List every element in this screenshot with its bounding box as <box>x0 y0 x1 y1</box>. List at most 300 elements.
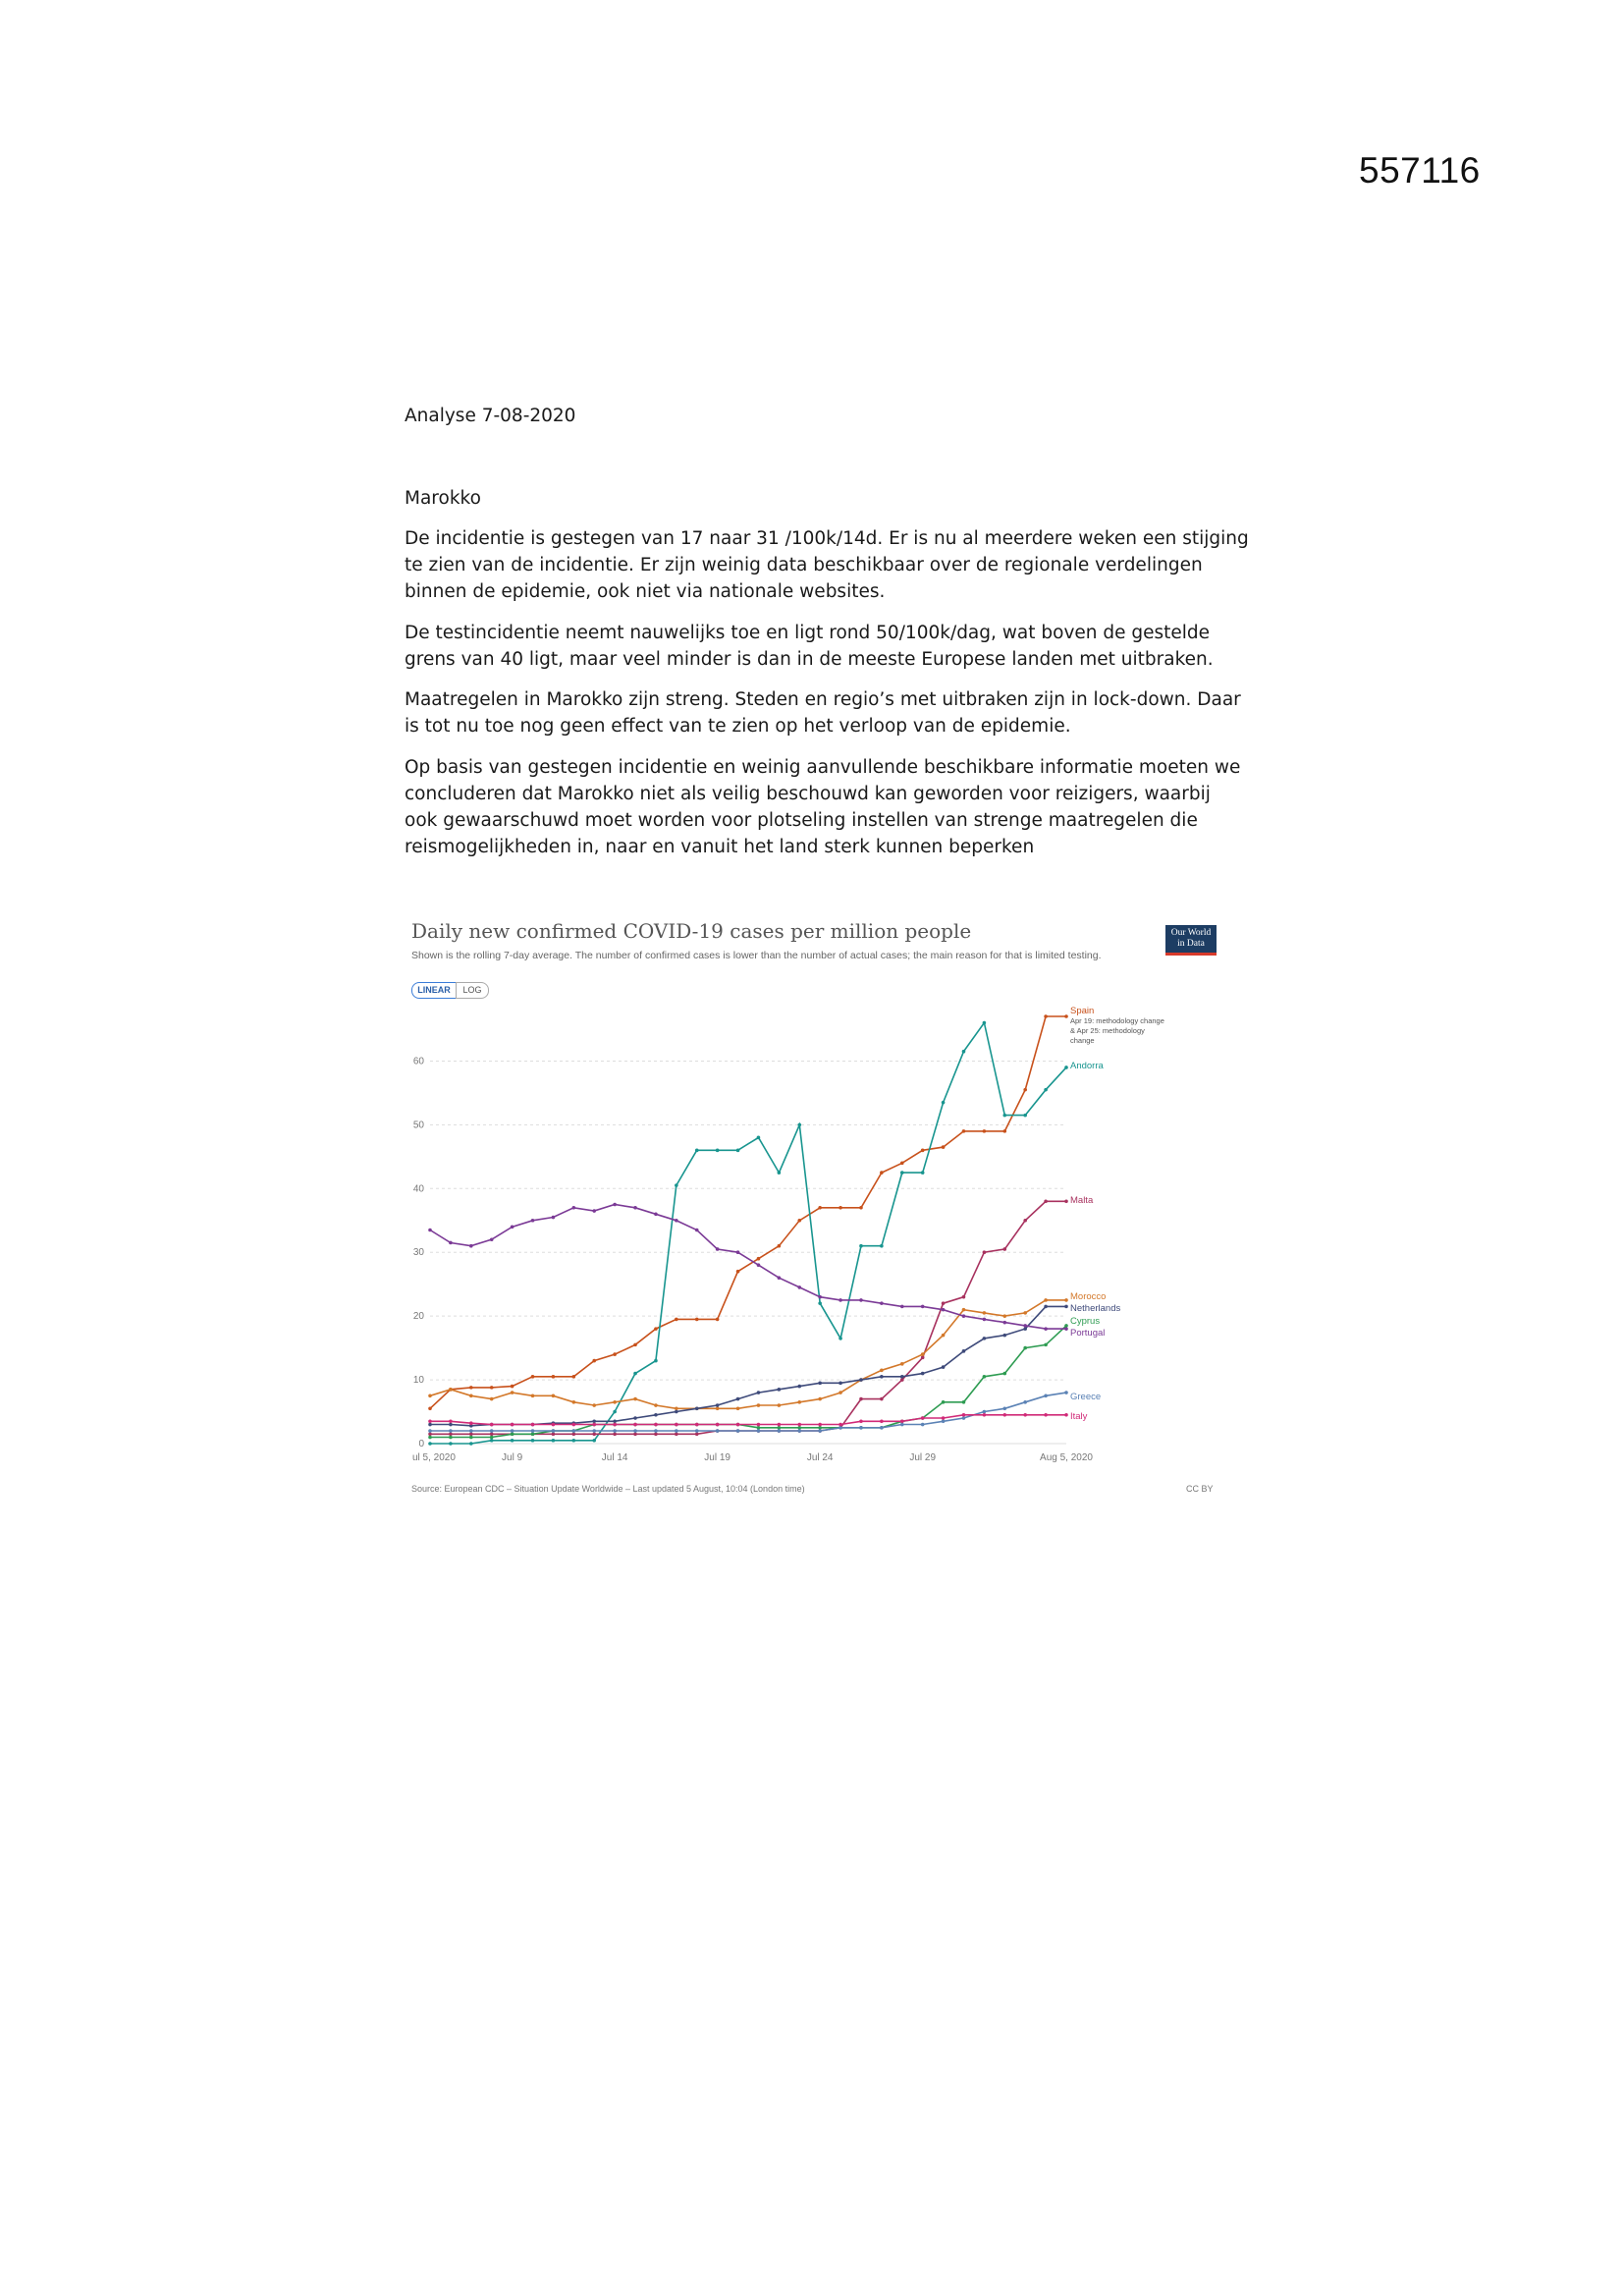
data-point-portugal <box>511 1225 514 1229</box>
data-point-portugal <box>778 1276 782 1280</box>
data-point-netherlands <box>592 1419 596 1423</box>
data-point-andorra <box>552 1439 556 1443</box>
data-point-italy <box>675 1423 678 1427</box>
data-point-portugal <box>818 1295 822 1299</box>
data-point-italy <box>716 1423 720 1427</box>
data-point-malta <box>613 1432 617 1436</box>
data-point-malta <box>921 1356 925 1360</box>
data-point-portugal <box>490 1237 494 1241</box>
data-point-italy <box>592 1423 596 1427</box>
data-point-italy <box>983 1413 987 1417</box>
data-point-portugal <box>983 1318 987 1322</box>
data-point-italy <box>572 1423 576 1427</box>
data-point-netherlands <box>859 1378 863 1382</box>
data-point-andorra <box>531 1439 535 1443</box>
data-point-greece <box>1044 1394 1048 1398</box>
data-point-greece <box>490 1429 494 1433</box>
logo-line-2: in Data <box>1177 939 1205 949</box>
data-point-italy <box>1044 1413 1048 1417</box>
data-point-spain <box>757 1257 761 1261</box>
data-point-spain <box>797 1219 801 1223</box>
data-point-morocco <box>880 1369 884 1373</box>
y-tick-label: 0 <box>418 1439 424 1449</box>
data-point-morocco <box>757 1403 761 1407</box>
data-point-malta <box>469 1432 473 1436</box>
data-point-netherlands <box>613 1419 617 1423</box>
data-point-cyprus <box>1064 1324 1068 1328</box>
data-point-morocco <box>490 1397 494 1401</box>
x-tick-label: Jul 29 <box>909 1452 937 1463</box>
data-point-andorra <box>757 1136 761 1140</box>
data-point-andorra <box>942 1101 946 1105</box>
data-point-malta <box>1023 1219 1027 1223</box>
data-point-netherlands <box>880 1375 884 1379</box>
data-point-spain <box>778 1244 782 1248</box>
data-point-portugal <box>962 1314 966 1318</box>
data-point-netherlands <box>675 1410 678 1414</box>
data-point-andorra <box>1044 1088 1048 1092</box>
data-point-malta <box>859 1397 863 1401</box>
data-point-portugal <box>1044 1327 1048 1331</box>
paragraph-test-incidence: De testincidentie neemt nauwelijks toe en ligt rond 50/100k/dag, wat boven de gestelde grens van 40 ligt, maar veel minder is dan in de meeste Europese landen met uitbraken. <box>405 623 1214 670</box>
data-point-italy <box>900 1419 904 1423</box>
data-point-netherlands <box>633 1416 637 1420</box>
y-tick-label: 20 <box>412 1311 424 1323</box>
data-point-italy <box>880 1419 884 1423</box>
data-point-greece <box>531 1429 535 1433</box>
data-point-italy <box>428 1419 432 1423</box>
y-tick-label: 30 <box>412 1247 424 1259</box>
data-point-andorra <box>797 1123 801 1127</box>
series-label-netherlands: Netherlands <box>1070 1303 1121 1314</box>
data-point-portugal <box>757 1263 761 1267</box>
data-point-netherlands <box>778 1388 782 1392</box>
data-point-spain <box>469 1386 473 1390</box>
data-point-morocco <box>1023 1311 1027 1315</box>
spain-note-line: & Apr 25: methodology <box>1070 1026 1145 1035</box>
data-point-portugal <box>428 1229 432 1232</box>
data-point-italy <box>859 1419 863 1423</box>
data-point-morocco <box>716 1406 720 1410</box>
data-point-italy <box>797 1423 801 1427</box>
data-point-netherlands <box>962 1349 966 1353</box>
data-point-greece <box>592 1429 596 1433</box>
data-point-cyprus <box>962 1400 966 1404</box>
data-point-spain <box>490 1386 494 1390</box>
data-point-netherlands <box>1064 1305 1068 1309</box>
data-point-morocco <box>942 1334 946 1338</box>
data-point-italy <box>736 1423 740 1427</box>
data-point-italy <box>531 1423 535 1427</box>
data-point-portugal <box>613 1203 617 1207</box>
logo-line-1: Our World <box>1170 928 1212 938</box>
data-point-andorra <box>572 1439 576 1443</box>
chart-source: Source: European CDC – Situation Update Worldwide – Last updated 5 August, 10:04 (London time) <box>411 1484 805 1494</box>
data-point-greece <box>797 1429 801 1433</box>
data-point-andorra <box>818 1301 822 1305</box>
data-point-malta <box>592 1432 596 1436</box>
data-point-netherlands <box>1002 1334 1006 1338</box>
data-point-morocco <box>1064 1298 1068 1302</box>
data-point-greece <box>449 1429 453 1433</box>
data-point-italy <box>942 1416 946 1420</box>
data-point-spain <box>572 1375 576 1379</box>
data-point-cyprus <box>428 1436 432 1440</box>
data-point-netherlands <box>921 1372 925 1376</box>
data-point-portugal <box>592 1209 596 1213</box>
data-point-portugal <box>859 1298 863 1302</box>
data-point-portugal <box>572 1206 576 1210</box>
series-label-cyprus: Cyprus <box>1070 1316 1101 1327</box>
data-point-portugal <box>1023 1324 1027 1328</box>
data-point-malta <box>633 1432 637 1436</box>
data-point-greece <box>654 1429 658 1433</box>
data-point-spain <box>613 1352 617 1356</box>
data-point-malta <box>1044 1199 1048 1203</box>
data-point-netherlands <box>654 1413 658 1417</box>
spain-note-line: change <box>1070 1036 1095 1045</box>
data-point-greece <box>552 1429 556 1433</box>
series-label-spain: Spain <box>1070 1006 1095 1016</box>
data-point-italy <box>469 1421 473 1425</box>
data-point-greece <box>736 1429 740 1433</box>
data-point-spain <box>921 1149 925 1153</box>
data-point-andorra <box>1064 1066 1068 1069</box>
data-point-portugal <box>880 1301 884 1305</box>
data-point-netherlands <box>818 1382 822 1386</box>
data-point-greece <box>962 1416 966 1420</box>
data-point-cyprus <box>1044 1343 1048 1347</box>
series-label-morocco: Morocco <box>1070 1291 1107 1302</box>
data-point-malta <box>654 1432 658 1436</box>
data-point-malta <box>490 1432 494 1436</box>
data-point-malta <box>695 1432 699 1436</box>
data-point-malta <box>880 1397 884 1401</box>
data-point-italy <box>962 1413 966 1417</box>
data-point-andorra <box>428 1442 432 1446</box>
data-point-andorra <box>469 1442 473 1446</box>
data-point-netherlands <box>449 1423 453 1427</box>
data-point-portugal <box>797 1285 801 1289</box>
x-tick-label: Jul 9 <box>502 1452 523 1463</box>
chart-subtitle: Shown is the rolling 7-day average. The number of confirmed cases is lower than the number of actual cases; the main reason for that is limited testing. <box>411 950 1102 961</box>
data-point-italy <box>490 1423 494 1427</box>
data-point-portugal <box>531 1219 535 1223</box>
data-point-netherlands <box>942 1365 946 1369</box>
data-point-andorra <box>716 1149 720 1153</box>
data-point-greece <box>716 1429 720 1433</box>
data-point-spain <box>962 1129 966 1133</box>
data-point-morocco <box>449 1388 453 1392</box>
data-point-cyprus <box>1023 1346 1027 1350</box>
data-point-greece <box>818 1429 822 1433</box>
data-point-andorra <box>880 1244 884 1248</box>
data-point-italy <box>818 1423 822 1427</box>
data-point-italy <box>449 1419 453 1423</box>
data-point-italy <box>633 1423 637 1427</box>
data-point-italy <box>552 1423 556 1427</box>
data-point-andorra <box>695 1149 699 1153</box>
data-point-greece <box>757 1429 761 1433</box>
data-point-spain <box>880 1171 884 1175</box>
data-point-italy <box>613 1423 617 1427</box>
data-point-portugal <box>695 1229 699 1232</box>
data-point-morocco <box>962 1308 966 1312</box>
data-point-italy <box>1064 1413 1068 1417</box>
data-point-portugal <box>839 1298 842 1302</box>
data-point-malta <box>983 1250 987 1254</box>
data-point-greece <box>469 1429 473 1433</box>
y-tick-label: 50 <box>412 1120 424 1131</box>
data-point-netherlands <box>716 1403 720 1407</box>
data-point-spain <box>675 1318 678 1322</box>
data-point-portugal <box>736 1250 740 1254</box>
data-point-andorra <box>613 1410 617 1414</box>
data-point-morocco <box>900 1362 904 1366</box>
data-point-portugal <box>942 1308 946 1312</box>
series-label-italy: Italy <box>1070 1411 1088 1422</box>
series-label-andorra: Andorra <box>1070 1061 1104 1071</box>
x-tick-label: ul 5, 2020 <box>412 1452 456 1463</box>
data-point-greece <box>675 1429 678 1433</box>
data-point-andorra <box>633 1372 637 1376</box>
data-point-greece <box>572 1429 576 1433</box>
data-point-italy <box>839 1423 842 1427</box>
data-point-greece <box>839 1426 842 1430</box>
data-point-netherlands <box>1044 1305 1048 1309</box>
data-point-portugal <box>900 1305 904 1309</box>
data-point-andorra <box>1023 1114 1027 1118</box>
series-label-portugal: Portugal <box>1070 1328 1106 1339</box>
data-point-morocco <box>654 1403 658 1407</box>
data-point-andorra <box>921 1171 925 1175</box>
data-point-morocco <box>592 1403 596 1407</box>
data-point-morocco <box>531 1394 535 1398</box>
data-point-spain <box>1064 1014 1068 1018</box>
data-point-malta <box>675 1432 678 1436</box>
data-point-italy <box>778 1423 782 1427</box>
data-point-cyprus <box>942 1400 946 1404</box>
y-tick-label: 10 <box>412 1375 424 1387</box>
data-point-morocco <box>778 1403 782 1407</box>
data-point-portugal <box>469 1244 473 1248</box>
linear-toggle-button[interactable]: LINEAR <box>411 982 457 999</box>
data-point-greece <box>1023 1400 1027 1404</box>
data-point-andorra <box>1002 1114 1006 1118</box>
data-point-greece <box>633 1429 637 1433</box>
data-point-greece <box>942 1419 946 1423</box>
data-point-netherlands <box>839 1382 842 1386</box>
data-point-morocco <box>818 1397 822 1401</box>
log-toggle-button[interactable]: LOG <box>456 982 489 999</box>
data-point-greece <box>428 1429 432 1433</box>
data-point-andorra <box>449 1442 453 1446</box>
data-point-greece <box>983 1410 987 1414</box>
data-point-spain <box>592 1359 596 1363</box>
paragraph-measures: Maatregelen in Marokko zijn streng. Steden en regio’s met uitbraken zijn in lock-down. Daar is tot nu toe nog geen effect van te zien op het verloop van de epidemie. <box>405 689 1241 737</box>
data-point-cyprus <box>818 1426 822 1430</box>
data-point-italy <box>921 1416 925 1420</box>
data-point-netherlands <box>428 1423 432 1427</box>
data-point-morocco <box>552 1394 556 1398</box>
chart-plot <box>393 908 1237 1498</box>
data-point-cyprus <box>469 1436 473 1440</box>
document-number: 557116 <box>1359 150 1481 191</box>
data-point-andorra <box>900 1171 904 1175</box>
data-point-morocco <box>797 1400 801 1404</box>
data-point-andorra <box>736 1149 740 1153</box>
data-point-netherlands <box>757 1391 761 1394</box>
data-point-netherlands <box>695 1406 699 1410</box>
data-point-greece <box>511 1429 514 1433</box>
data-point-malta <box>572 1432 576 1436</box>
data-point-spain <box>859 1206 863 1210</box>
data-point-portugal <box>552 1216 556 1220</box>
data-point-netherlands <box>900 1375 904 1379</box>
data-point-morocco <box>469 1394 473 1398</box>
data-point-greece <box>778 1429 782 1433</box>
x-tick-label: Jul 14 <box>601 1452 628 1463</box>
data-point-malta <box>942 1301 946 1305</box>
data-point-malta <box>900 1378 904 1382</box>
y-tick-label: 60 <box>412 1056 424 1067</box>
data-point-andorra <box>592 1439 596 1443</box>
data-point-spain <box>900 1162 904 1166</box>
data-point-portugal <box>1002 1321 1006 1325</box>
data-point-andorra <box>983 1021 987 1025</box>
data-point-greece <box>1002 1406 1006 1410</box>
x-tick-label: Jul 19 <box>704 1452 730 1463</box>
data-point-morocco <box>572 1400 576 1404</box>
data-point-portugal <box>675 1219 678 1223</box>
chart-title: Daily new confirmed COVID-19 cases per million people <box>411 919 972 943</box>
data-point-malta <box>449 1432 453 1436</box>
data-point-portugal <box>921 1305 925 1309</box>
data-point-malta <box>1064 1199 1068 1203</box>
data-point-netherlands <box>983 1337 987 1340</box>
data-point-spain <box>818 1206 822 1210</box>
data-point-morocco <box>511 1391 514 1394</box>
data-point-portugal <box>449 1241 453 1245</box>
data-point-malta <box>428 1432 432 1436</box>
data-point-andorra <box>778 1171 782 1175</box>
x-tick-label: Jul 24 <box>806 1452 834 1463</box>
data-point-spain <box>428 1406 432 1410</box>
data-point-netherlands <box>736 1397 740 1401</box>
data-point-morocco <box>613 1400 617 1404</box>
data-point-greece <box>921 1423 925 1427</box>
data-point-spain <box>1044 1014 1048 1018</box>
data-point-portugal <box>633 1206 637 1210</box>
heading-date: Analyse 7-08-2020 <box>405 406 576 426</box>
data-point-morocco <box>428 1394 432 1398</box>
paragraph-incidence: De incidentie is gestegen van 17 naar 31 /100k/14d. Er is nu al meerdere weken een stijging te zien van de incidentie. Er zijn weinig data beschikbaar over de regionale verdelingen binnen de epidemie, ook niet via nationale websites. <box>405 528 1249 602</box>
data-point-spain <box>1002 1129 1006 1133</box>
data-point-morocco <box>921 1352 925 1356</box>
data-point-morocco <box>1044 1298 1048 1302</box>
data-point-greece <box>695 1429 699 1433</box>
data-point-cyprus <box>757 1426 761 1430</box>
data-point-malta <box>1002 1247 1006 1251</box>
data-point-andorra <box>962 1050 966 1054</box>
data-point-netherlands <box>1023 1327 1027 1331</box>
data-point-cyprus <box>797 1426 801 1430</box>
paragraph-conclusion: Op basis van gestegen incidentie en weinig aanvullende beschikbare informatie moeten we concluderen dat Marokko niet als veilig beschouwd kan geworden voor reizigers, waarbij ook gewaarschuwd moet worden voor plotseling instellen van strenge maatregelen die reismogelijkheden in, naar en vanuit het land sterk kunnen beperken <box>405 757 1241 857</box>
heading-country: Marokko <box>405 488 481 509</box>
data-point-cyprus <box>778 1426 782 1430</box>
spain-note-line: Apr 19: methodology change <box>1070 1016 1164 1025</box>
data-point-greece <box>880 1426 884 1430</box>
data-point-cyprus <box>511 1432 514 1436</box>
series-line-spain <box>430 1016 1066 1408</box>
data-point-spain <box>983 1129 987 1133</box>
data-point-andorra <box>511 1439 514 1443</box>
data-point-spain <box>942 1145 946 1149</box>
x-tick-label: Aug 5, 2020 <box>1040 1452 1093 1463</box>
data-point-portugal <box>716 1247 720 1251</box>
data-point-spain <box>633 1343 637 1347</box>
data-point-cyprus <box>1002 1372 1006 1376</box>
data-point-malta <box>962 1295 966 1299</box>
data-point-spain <box>531 1375 535 1379</box>
series-line-cyprus <box>430 1326 1066 1438</box>
data-point-netherlands <box>797 1385 801 1389</box>
y-tick-label: 40 <box>412 1183 424 1195</box>
series-label-greece: Greece <box>1070 1392 1102 1402</box>
data-point-andorra <box>839 1337 842 1340</box>
data-point-morocco <box>633 1397 637 1401</box>
data-point-spain <box>839 1206 842 1210</box>
data-point-cyprus <box>531 1432 535 1436</box>
data-point-malta <box>552 1432 556 1436</box>
series-line-netherlands <box>430 1306 1066 1425</box>
data-point-italy <box>695 1423 699 1427</box>
data-point-greece <box>859 1426 863 1430</box>
data-point-morocco <box>839 1391 842 1394</box>
data-point-cyprus <box>983 1375 987 1379</box>
data-point-greece <box>613 1429 617 1433</box>
data-point-andorra <box>490 1439 494 1443</box>
covid-chart <box>393 908 1237 1498</box>
data-point-spain <box>716 1318 720 1322</box>
chart-license: CC BY <box>1186 1484 1214 1494</box>
data-point-morocco <box>1002 1314 1006 1318</box>
data-point-spain <box>1023 1088 1027 1092</box>
data-point-portugal <box>654 1212 658 1216</box>
data-point-greece <box>900 1423 904 1427</box>
data-point-morocco <box>983 1311 987 1315</box>
data-point-italy <box>654 1423 658 1427</box>
data-point-morocco <box>736 1406 740 1410</box>
data-point-portugal <box>1064 1327 1068 1331</box>
data-point-spain <box>736 1270 740 1274</box>
data-point-spain <box>695 1318 699 1322</box>
data-point-spain <box>654 1327 658 1331</box>
data-point-spain <box>511 1385 514 1389</box>
data-point-italy <box>757 1423 761 1427</box>
data-point-italy <box>511 1423 514 1427</box>
data-point-cyprus <box>449 1436 453 1440</box>
data-point-italy <box>1023 1413 1027 1417</box>
data-point-andorra <box>675 1183 678 1187</box>
data-point-greece <box>1064 1391 1068 1394</box>
data-point-morocco <box>675 1406 678 1410</box>
data-point-andorra <box>654 1359 658 1363</box>
series-label-malta: Malta <box>1070 1195 1094 1206</box>
data-point-italy <box>1002 1413 1006 1417</box>
data-point-cyprus <box>490 1436 494 1440</box>
data-point-spain <box>552 1375 556 1379</box>
